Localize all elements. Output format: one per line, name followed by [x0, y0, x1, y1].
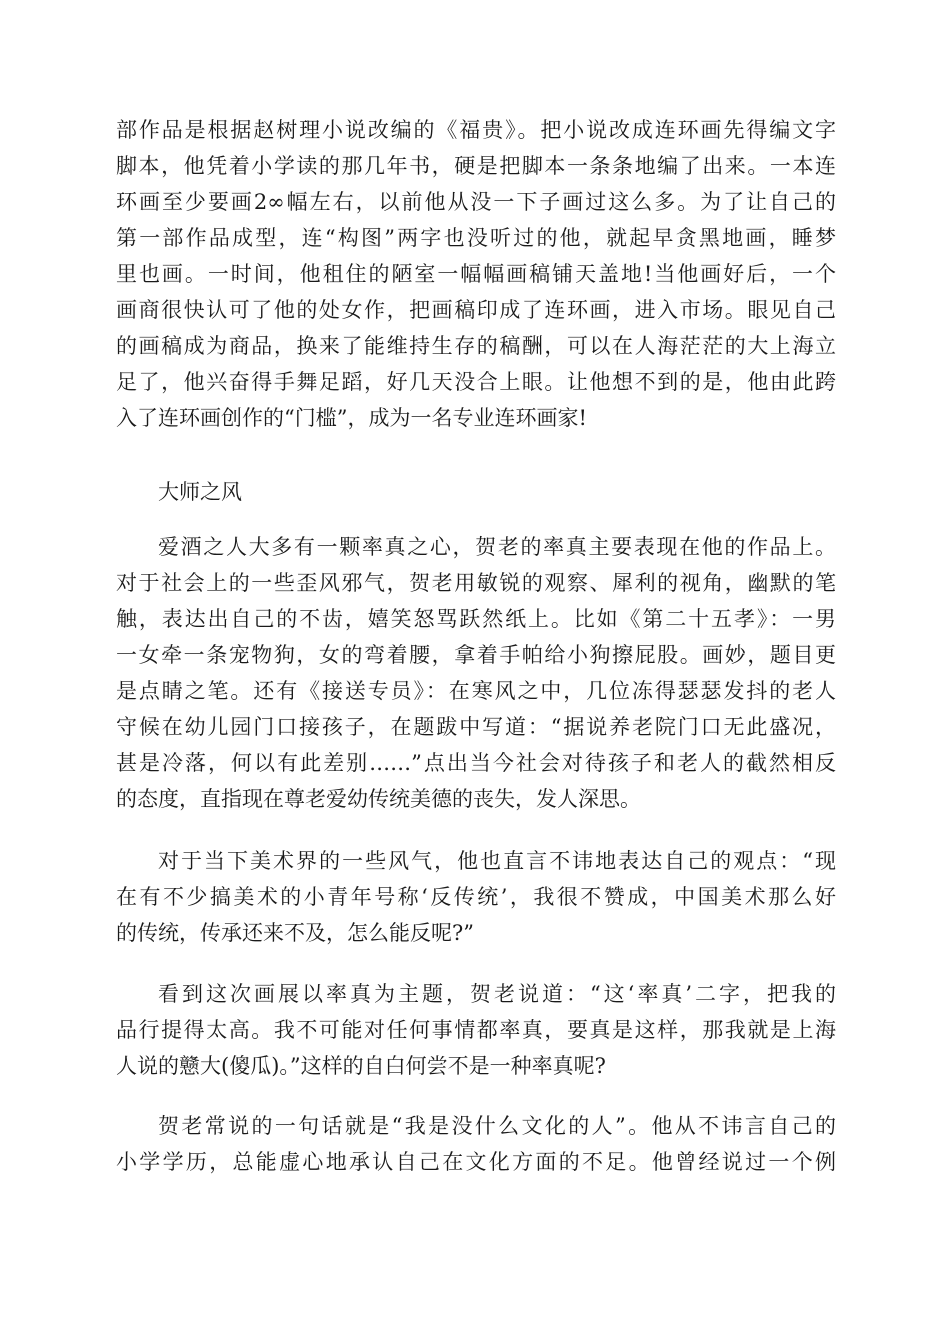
text-line: 脚本，他凭着小学读的那几年书，硬是把脚本一条条地编了出来。一本连 [116, 154, 836, 178]
text-line: 的传统，传承还来不及，怎么能反呢?” [116, 921, 474, 945]
section-heading-block [116, 474, 836, 510]
text-line: 甚是冷落，何以有此差别……”点出当今社会对待孩子和老人的截然相反 [116, 751, 836, 775]
text-line: 看到这次画展以率真为主题，贺老说道：“这‘率真’二字，把我的 [158, 982, 836, 1006]
text-line: 爱酒之人大多有一颗率真之心，贺老的率真主要表现在他的作品上。 [158, 535, 836, 559]
text-line: 一女牵一条宠物狗，女的弯着腰，拿着手帕给小狗擦屁股。画妙，题目更 [116, 643, 836, 667]
section-heading: 大师之风 [158, 480, 242, 504]
paragraph-continuation [116, 112, 836, 436]
text-line: 是点睛之笔。还有《接送专员》：在寒风之中，几位冻得瑟瑟发抖的老人 [116, 679, 836, 703]
text-line: 画商很快认可了他的处女作，把画稿印成了连环画，进入市场。眼见自己 [116, 298, 836, 322]
paragraph [116, 843, 836, 951]
paragraph [116, 1108, 836, 1180]
text-line: 守候在幼儿园门口接孩子，在题跋中写道：“据说养老院门口无此盛况， [116, 715, 836, 739]
text-line: 贺老常说的一句话就是“我是没什么文化的人”。他从不讳言自己的 [158, 1114, 836, 1138]
text-line: 触，表达出自己的不齿，嬉笑怒骂跃然纸上。比如《第二十五孝》：一男 [116, 607, 836, 631]
text-line: 品行提得太高。我不可能对任何事情都率真，要真是这样，那我就是上海 [116, 1018, 836, 1042]
text-line: 的态度，直指现在尊老爱幼传统美德的丧失，发人深思。 [116, 787, 641, 811]
text-line: 部作品是根据赵树理小说改编的《福贵》。把小说改成连环画先得编文字 [116, 118, 836, 142]
text-line: 小学学历，总能虚心地承认自己在文化方面的不足。他曾经说过一个例 [116, 1150, 836, 1174]
text-line: 的画稿成为商品，换来了能维持生存的稿酬，可以在人海茫茫的大上海立 [116, 334, 836, 358]
paragraph [116, 529, 836, 817]
text-line: 在有不少搞美术的小青年号称‘反传统’，我很不赞成，中国美术那么好 [116, 885, 836, 909]
text-line: 对于当下美术界的一些风气，他也直言不讳地表达自己的观点：“现 [158, 849, 836, 873]
text-line: 足了，他兴奋得手舞足蹈，好几天没合上眼。让他想不到的是，他由此跨 [116, 370, 836, 394]
text-line: 对于社会上的一些歪风邪气，贺老用敏锐的观察、犀利的视角，幽默的笔 [116, 571, 836, 595]
text-line: 环画至少要画2∞幅左右，以前他从没一下子画过这么多。为了让自己的 [116, 190, 836, 214]
text-line: 人说的戆大(傻瓜)。”这样的自白何尝不是一种率真呢? [116, 1054, 606, 1078]
paragraph [116, 976, 836, 1084]
text-line: 入了连环画创作的“门槛”，成为一名专业连环画家! [116, 406, 587, 430]
text-line: 第一部作品成型，连“构图”两字也没听过的他，就起早贪黑地画，睡梦 [116, 226, 836, 250]
text-line: 里也画。一时间，他租住的陋室一幅幅画稿铺天盖地!当他画好后，一个 [116, 262, 836, 286]
